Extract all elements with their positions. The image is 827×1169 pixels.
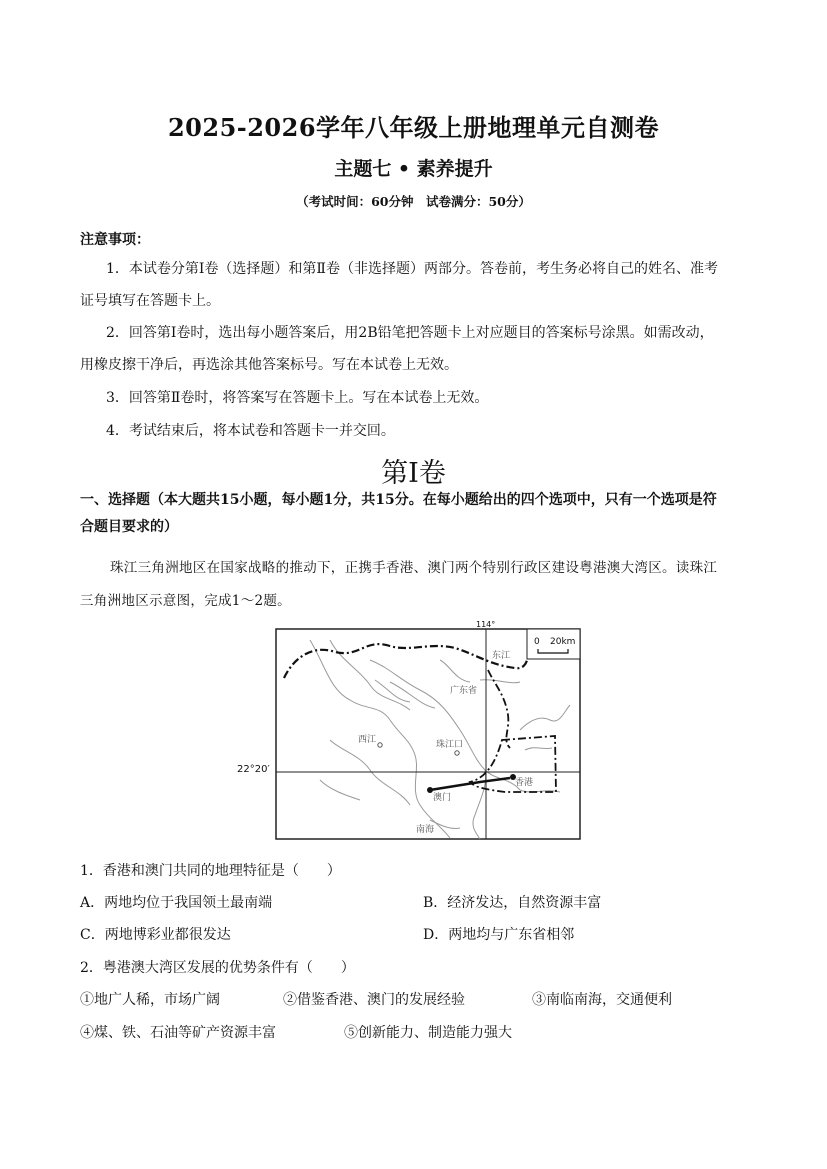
- notes-heading: 注意事项：: [80, 232, 150, 248]
- map-frame: [276, 629, 580, 839]
- exam-subtitle: 主题七 • 素养提升: [334, 158, 493, 180]
- label-dongjiang: 东江: [492, 651, 511, 661]
- longitude-label: 114°: [476, 620, 496, 629]
- label-macau: 澳门: [433, 793, 452, 803]
- label-nanhai: 南海: [416, 825, 435, 835]
- question-1-option-c: C．两地博彩业都很发达: [80, 927, 231, 943]
- passage-line: 三角洲地区示意图，完成1～2题。: [80, 593, 291, 609]
- exam-info: （考试时间：60分钟 试卷满分：50分）: [296, 194, 531, 209]
- scale-zero: 0: [534, 637, 540, 647]
- note-line: 1．本试卷分第Ⅰ卷（选择题）和第Ⅱ卷（非选择题）两部分。答卷前，考生务必将自己的姓名、准考: [106, 261, 718, 277]
- question-2-item: ⑤创新能力、制造能力强大: [344, 1025, 512, 1041]
- section-title: 第Ⅰ卷: [381, 458, 446, 489]
- note-line: 4．考试结束后，将本试卷和答题卡一并交回。: [106, 423, 395, 439]
- scale-distance: 20km: [550, 637, 576, 647]
- pearl-river-delta-map: [270, 620, 586, 842]
- question-2-item: ④煤、铁、石油等矿产资源丰富: [80, 1025, 276, 1041]
- question-2-item: ①地广人稀，市场广阔: [80, 992, 220, 1008]
- note-line: 3．回答第Ⅱ卷时，将答案写在答题卡上。写在本试卷上无效。: [106, 390, 489, 406]
- exam-title: 2025-2026学年八年级上册地理单元自测卷: [167, 113, 660, 142]
- note-line: 用橡皮擦干净后，再选涂其他答案标号。写在本试卷上无效。: [80, 357, 458, 373]
- question-1-option-a: A．两地均位于我国领土最南端: [80, 895, 273, 911]
- city-marker: [378, 743, 382, 747]
- question-1-option-d: D．两地均与广东省相邻: [423, 927, 575, 943]
- question-2-item: ②借鉴香港、澳门的发展经验: [283, 992, 465, 1008]
- question-1-stem: 1．香港和澳门共同的地理特征是（ ）: [80, 863, 341, 879]
- latitude-label: 22°20′: [237, 764, 270, 775]
- label-guangdong: 广东省: [450, 686, 478, 696]
- note-line: 证号填写在答题卡上。: [80, 293, 220, 309]
- section-instruction: 一、选择题（本大题共15小题，每小题1分，共15分。在每小题给出的四个选项中，只有一个选项是符: [80, 492, 717, 508]
- question-2-item: ③南临南海，交通便利: [532, 992, 672, 1008]
- question-1-option-b: B．经济发达，自然资源丰富: [423, 895, 602, 911]
- note-line: 2．回答第Ⅰ卷时，选出每小题答案后，用2B铅笔把答题卡上对应题目的答案标号涂黑。如需改动，: [106, 325, 714, 341]
- label-hongkong: 香港: [515, 778, 534, 788]
- label-xijiang: 西江: [358, 735, 377, 745]
- label-zhujiangkou: 珠江口: [436, 740, 464, 750]
- question-2-stem: 2．粤港澳大湾区发展的优势条件有（ ）: [80, 960, 355, 976]
- section-instruction: 合题目要求的）: [80, 519, 178, 535]
- city-marker: [455, 751, 459, 755]
- passage-line: 珠江三角洲地区在国家战略的推动下，正携手香港、澳门两个特别行政区建设粤港澳大湾区。读珠江: [110, 560, 718, 576]
